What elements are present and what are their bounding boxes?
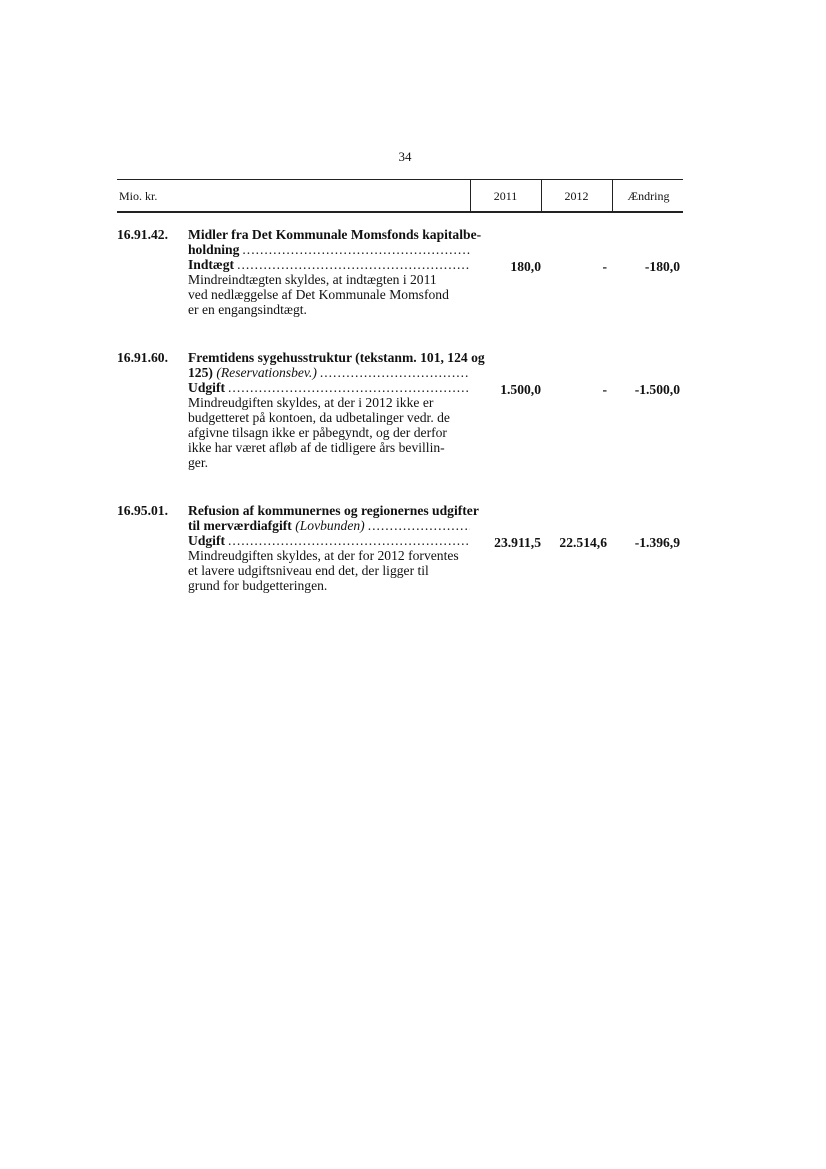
account-code: 16.95.01. xyxy=(117,503,168,518)
description-line: grund for budgetteringen. xyxy=(188,578,328,593)
account-code: 16.91.60. xyxy=(117,350,168,365)
value-change: -1.500,0 xyxy=(634,382,680,397)
value-2011: 23.911,5 xyxy=(494,535,541,550)
entry-body xyxy=(188,227,482,317)
description-line: afgivne tilsagn ikke er påbegyndt, og der derfor xyxy=(188,425,447,440)
description-line: ger. xyxy=(188,455,209,470)
entry-title: Midler fra Det Kommunale Momsfonds kapitalbe- xyxy=(188,227,482,242)
column-header-change: Ændring xyxy=(627,189,670,203)
value-2012: - xyxy=(602,382,607,397)
table-header xyxy=(117,179,683,213)
value-2011: 180,0 xyxy=(510,259,541,274)
entry-body xyxy=(188,503,479,593)
entry-title-continued: holdning ..... xyxy=(188,242,470,257)
entry-title-continued: 125) (Reservationsbev.) ..... xyxy=(188,365,470,380)
description-line: ikke har været afløb af de tidligere års bevillin- xyxy=(188,440,445,455)
description-line: Mindreudgiften skyldes, at der for 2012 forventes xyxy=(188,548,459,563)
entry-kind: Udgift ..... xyxy=(188,380,470,395)
account-code: 16.91.42. xyxy=(117,227,168,242)
entry-kind: Indtægt ..... xyxy=(188,257,470,272)
value-2012: - xyxy=(602,259,607,274)
value-2011: 1.500,0 xyxy=(500,382,541,397)
description-line: ved nedlæggelse af Det Kommunale Momsfond xyxy=(188,287,449,302)
column-header-2012: 2012 xyxy=(564,189,589,203)
description-line: budgetteret på kontoen, da udbetalinger vedr. de xyxy=(188,410,450,425)
description-line: er en engangsindtægt. xyxy=(188,302,307,317)
value-2012: 22.514,6 xyxy=(559,535,607,550)
description-line: Mindreindtægten skyldes, at indtægten i 2011 xyxy=(188,272,437,287)
entry-title-continued: til merværdiafgift (Lovbunden) ..... xyxy=(188,518,470,533)
entry-title: Fremtidens sygehusstruktur (tekstanm. 101, 124 og xyxy=(188,350,485,365)
entry-body xyxy=(188,350,485,470)
column-header-2011: 2011 xyxy=(493,189,518,203)
unit-label: Mio. kr. xyxy=(119,189,158,203)
description-line: et lavere udgiftsniveau end det, der ligger til xyxy=(188,563,429,578)
value-change: -1.396,9 xyxy=(634,535,680,550)
description-line: Mindreudgiften skyldes, at der i 2012 ikke er xyxy=(188,395,434,410)
value-change: -180,0 xyxy=(644,259,680,274)
entry-title: Refusion af kommunernes og regionernes udgifter xyxy=(188,503,479,518)
page-number: 34 xyxy=(398,149,412,164)
entry-kind: Udgift ..... xyxy=(188,533,470,548)
column-divider xyxy=(612,180,613,211)
